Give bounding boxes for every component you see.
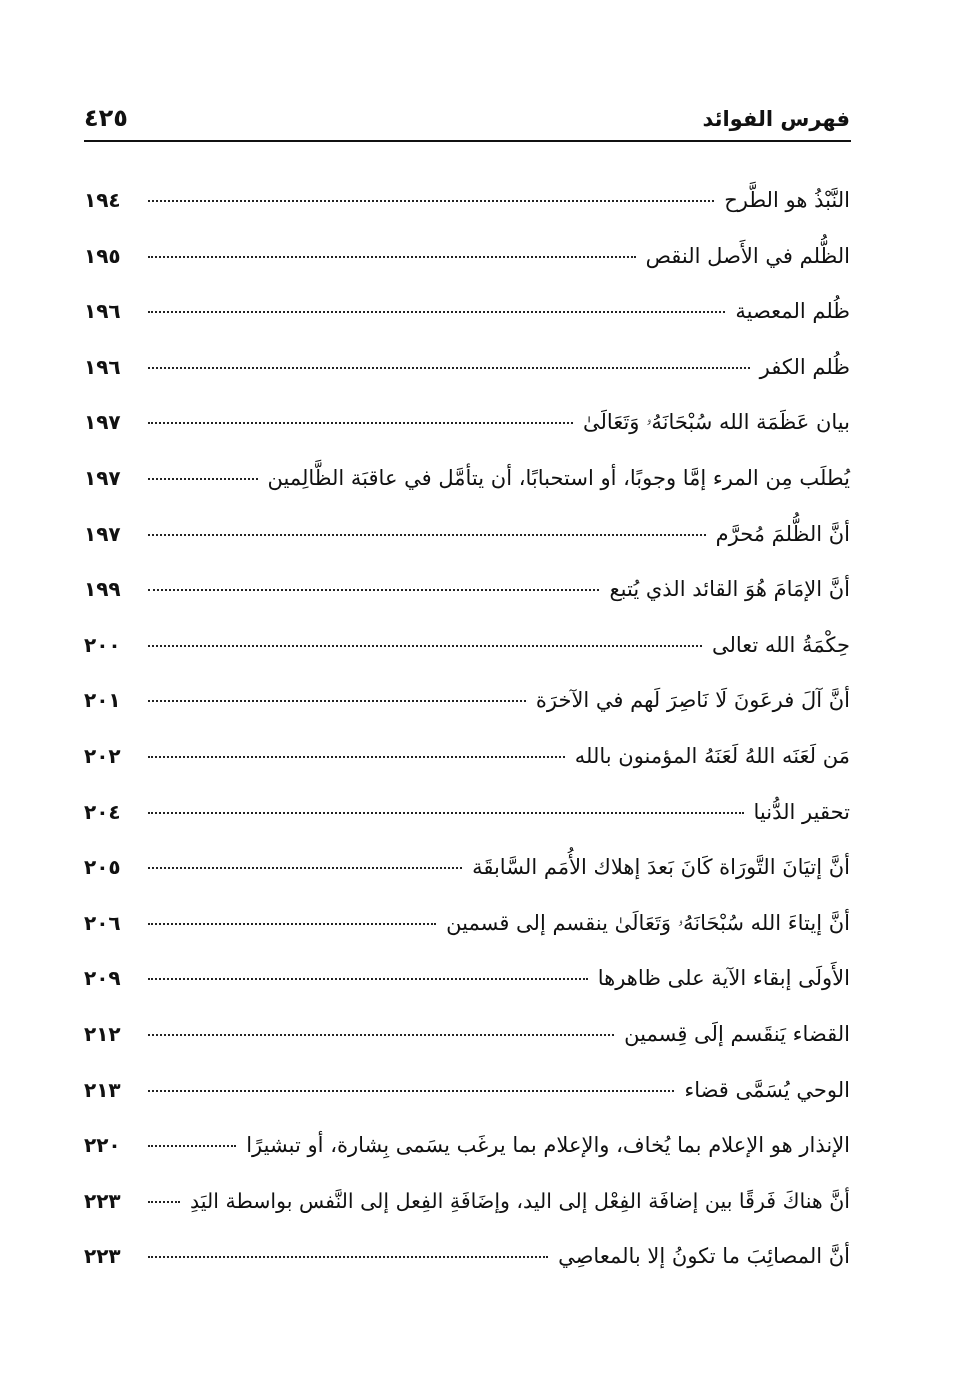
entry-text: أنَّ هناكَ فَرقًا بين إضافَة الفِعْل إلى اليد، وإضَافَةِ الفِعل إلى النَّفس بواسطة اليَدِ: [190, 1188, 850, 1213]
dot-leader: [148, 978, 588, 980]
entry-page-number: ١٩٤: [84, 188, 121, 212]
entry-page-number: ١٩٧: [84, 521, 121, 546]
index-entry: [84, 234, 850, 290]
index-entry: [84, 623, 850, 679]
entry-text: الإنذار هو الإعلام بما يُخاف، والإعلام بما يرغَب يسَمى بِشارة، أو تبشيرًا: [246, 1133, 850, 1158]
page-header: [84, 96, 850, 140]
dot-leader: [148, 1090, 674, 1092]
entry-text: الوحي يُسَمَّى قضاء: [684, 1077, 850, 1102]
index-entry: [84, 1012, 850, 1068]
index-entry: [84, 1068, 850, 1124]
index-entry: [84, 734, 850, 790]
index-entry: [84, 790, 850, 846]
dot-leader: [148, 367, 750, 369]
entry-text: ظُلم المعصية: [735, 299, 850, 324]
entry-page-number: ٢١٢: [84, 1021, 121, 1046]
entry-page-number: ٢٠١: [84, 688, 121, 713]
dot-leader: [148, 478, 258, 480]
dot-leader: [148, 311, 725, 313]
entry-page-number: ١٩٩: [84, 577, 121, 602]
entry-text: النَّبْذُ هو الطَّرح: [724, 188, 850, 212]
index-entry: [84, 178, 850, 234]
entry-text: أنَّ إيتاءَ الله سُبْحَانَهُۥ وَتَعَالَىٰ ينقسم إلى قسمين: [446, 910, 850, 935]
index-entry: [84, 901, 850, 957]
index-entry: [84, 345, 850, 401]
entry-page-number: ١٩٧: [84, 410, 121, 435]
index-entry: [84, 845, 850, 901]
entry-text: أنَّ الظُّلمَ مُحرَّم: [715, 521, 850, 546]
dot-leader: [148, 923, 436, 925]
index-entry: [84, 956, 850, 1012]
entry-text: حِكْمَةُ الله تعالى: [711, 632, 850, 657]
index-entry: [84, 567, 850, 623]
entry-page-number: ٢٢٠: [84, 1133, 121, 1158]
entry-page-number: ١٩٦: [84, 354, 121, 379]
dot-leader: [148, 1256, 548, 1258]
dot-leader: [148, 756, 565, 758]
dot-leader: [148, 589, 599, 591]
entry-page-number: ٢٢٣: [84, 1188, 121, 1213]
index-entry: [84, 1123, 850, 1179]
entry-page-number: ٢٠٤: [84, 799, 121, 824]
entry-page-number: ٢٠٥: [84, 855, 121, 880]
entry-page-number: ٢٠٦: [84, 910, 121, 935]
dot-leader: [148, 200, 714, 202]
entry-text: الأَولَى إبقاء الآية على ظاهرها: [597, 966, 850, 991]
entry-page-number: ٢١٣: [84, 1077, 121, 1102]
entry-text: أنَّ المصائِبَ ما تكونُ إلا بالمعاصِي: [558, 1244, 850, 1269]
dot-leader: [148, 256, 636, 258]
entry-page-number: ٢٠٢: [84, 743, 121, 768]
page-number: ٤٢٥: [84, 104, 128, 132]
benefits-index-list: [84, 178, 850, 1290]
entry-text: تحقير الدُّنيا: [753, 799, 850, 824]
index-entry: [84, 678, 850, 734]
entry-text: بيان عَظَمَة الله سُبْحَانَهُۥ وَتَعَالَىٰ: [583, 410, 850, 435]
entry-page-number: ١٩٧: [84, 465, 121, 490]
dot-leader: [148, 1201, 180, 1203]
entry-text: مَن لَعَنَه اللهُ لَعَنَهُ المؤمنون بالله: [574, 743, 850, 768]
header-divider: [84, 140, 851, 142]
entry-text: ظُلم الكفر: [759, 354, 850, 379]
dot-leader: [148, 534, 706, 536]
dot-leader: [148, 1034, 614, 1036]
entry-page-number: ١٩٦: [84, 299, 121, 324]
index-entry: [84, 456, 850, 512]
entry-text: أنَّ إتيَانَ التَّورَاة كَانَ بَعدَ إهلاك الأُمَم السَّابقَة: [472, 855, 850, 880]
entry-text: أنَّ الإمَامَ هُوَ القائد الذي يُتبع: [609, 577, 850, 602]
index-entry: [84, 289, 850, 345]
dot-leader: [148, 867, 462, 869]
entry-page-number: ٢٠٠: [84, 632, 121, 657]
dot-leader: [148, 645, 702, 647]
index-entry: [84, 1179, 850, 1235]
dot-leader: [148, 700, 526, 702]
entry-text: يُطلَب مِن المرء إمَّا وجوبًا، أو استحبابًا، أن يتأمَّل في عاقبَة الظَّالِمين: [267, 465, 850, 490]
entry-text: أنَّ آلَ فرعَونَ لَا نَاصِرَ لَهم في الآخرَة: [535, 688, 850, 713]
entry-page-number: ٢٢٣: [84, 1244, 121, 1269]
entry-page-number: ١٩٥: [84, 243, 121, 268]
index-entry: [84, 1234, 850, 1290]
index-entry: [84, 400, 850, 456]
dot-leader: [148, 1145, 236, 1147]
running-title: فهرس الفوائد: [702, 107, 850, 131]
index-entry: [84, 512, 850, 568]
dot-leader: [148, 812, 744, 814]
entry-text: الظُّلم في الأَصل النقص: [645, 243, 850, 268]
dot-leader: [148, 422, 573, 424]
entry-text: القضاء يَنقَسم إلَى قِسمين: [624, 1021, 850, 1046]
entry-page-number: ٢٠٩: [84, 966, 121, 991]
